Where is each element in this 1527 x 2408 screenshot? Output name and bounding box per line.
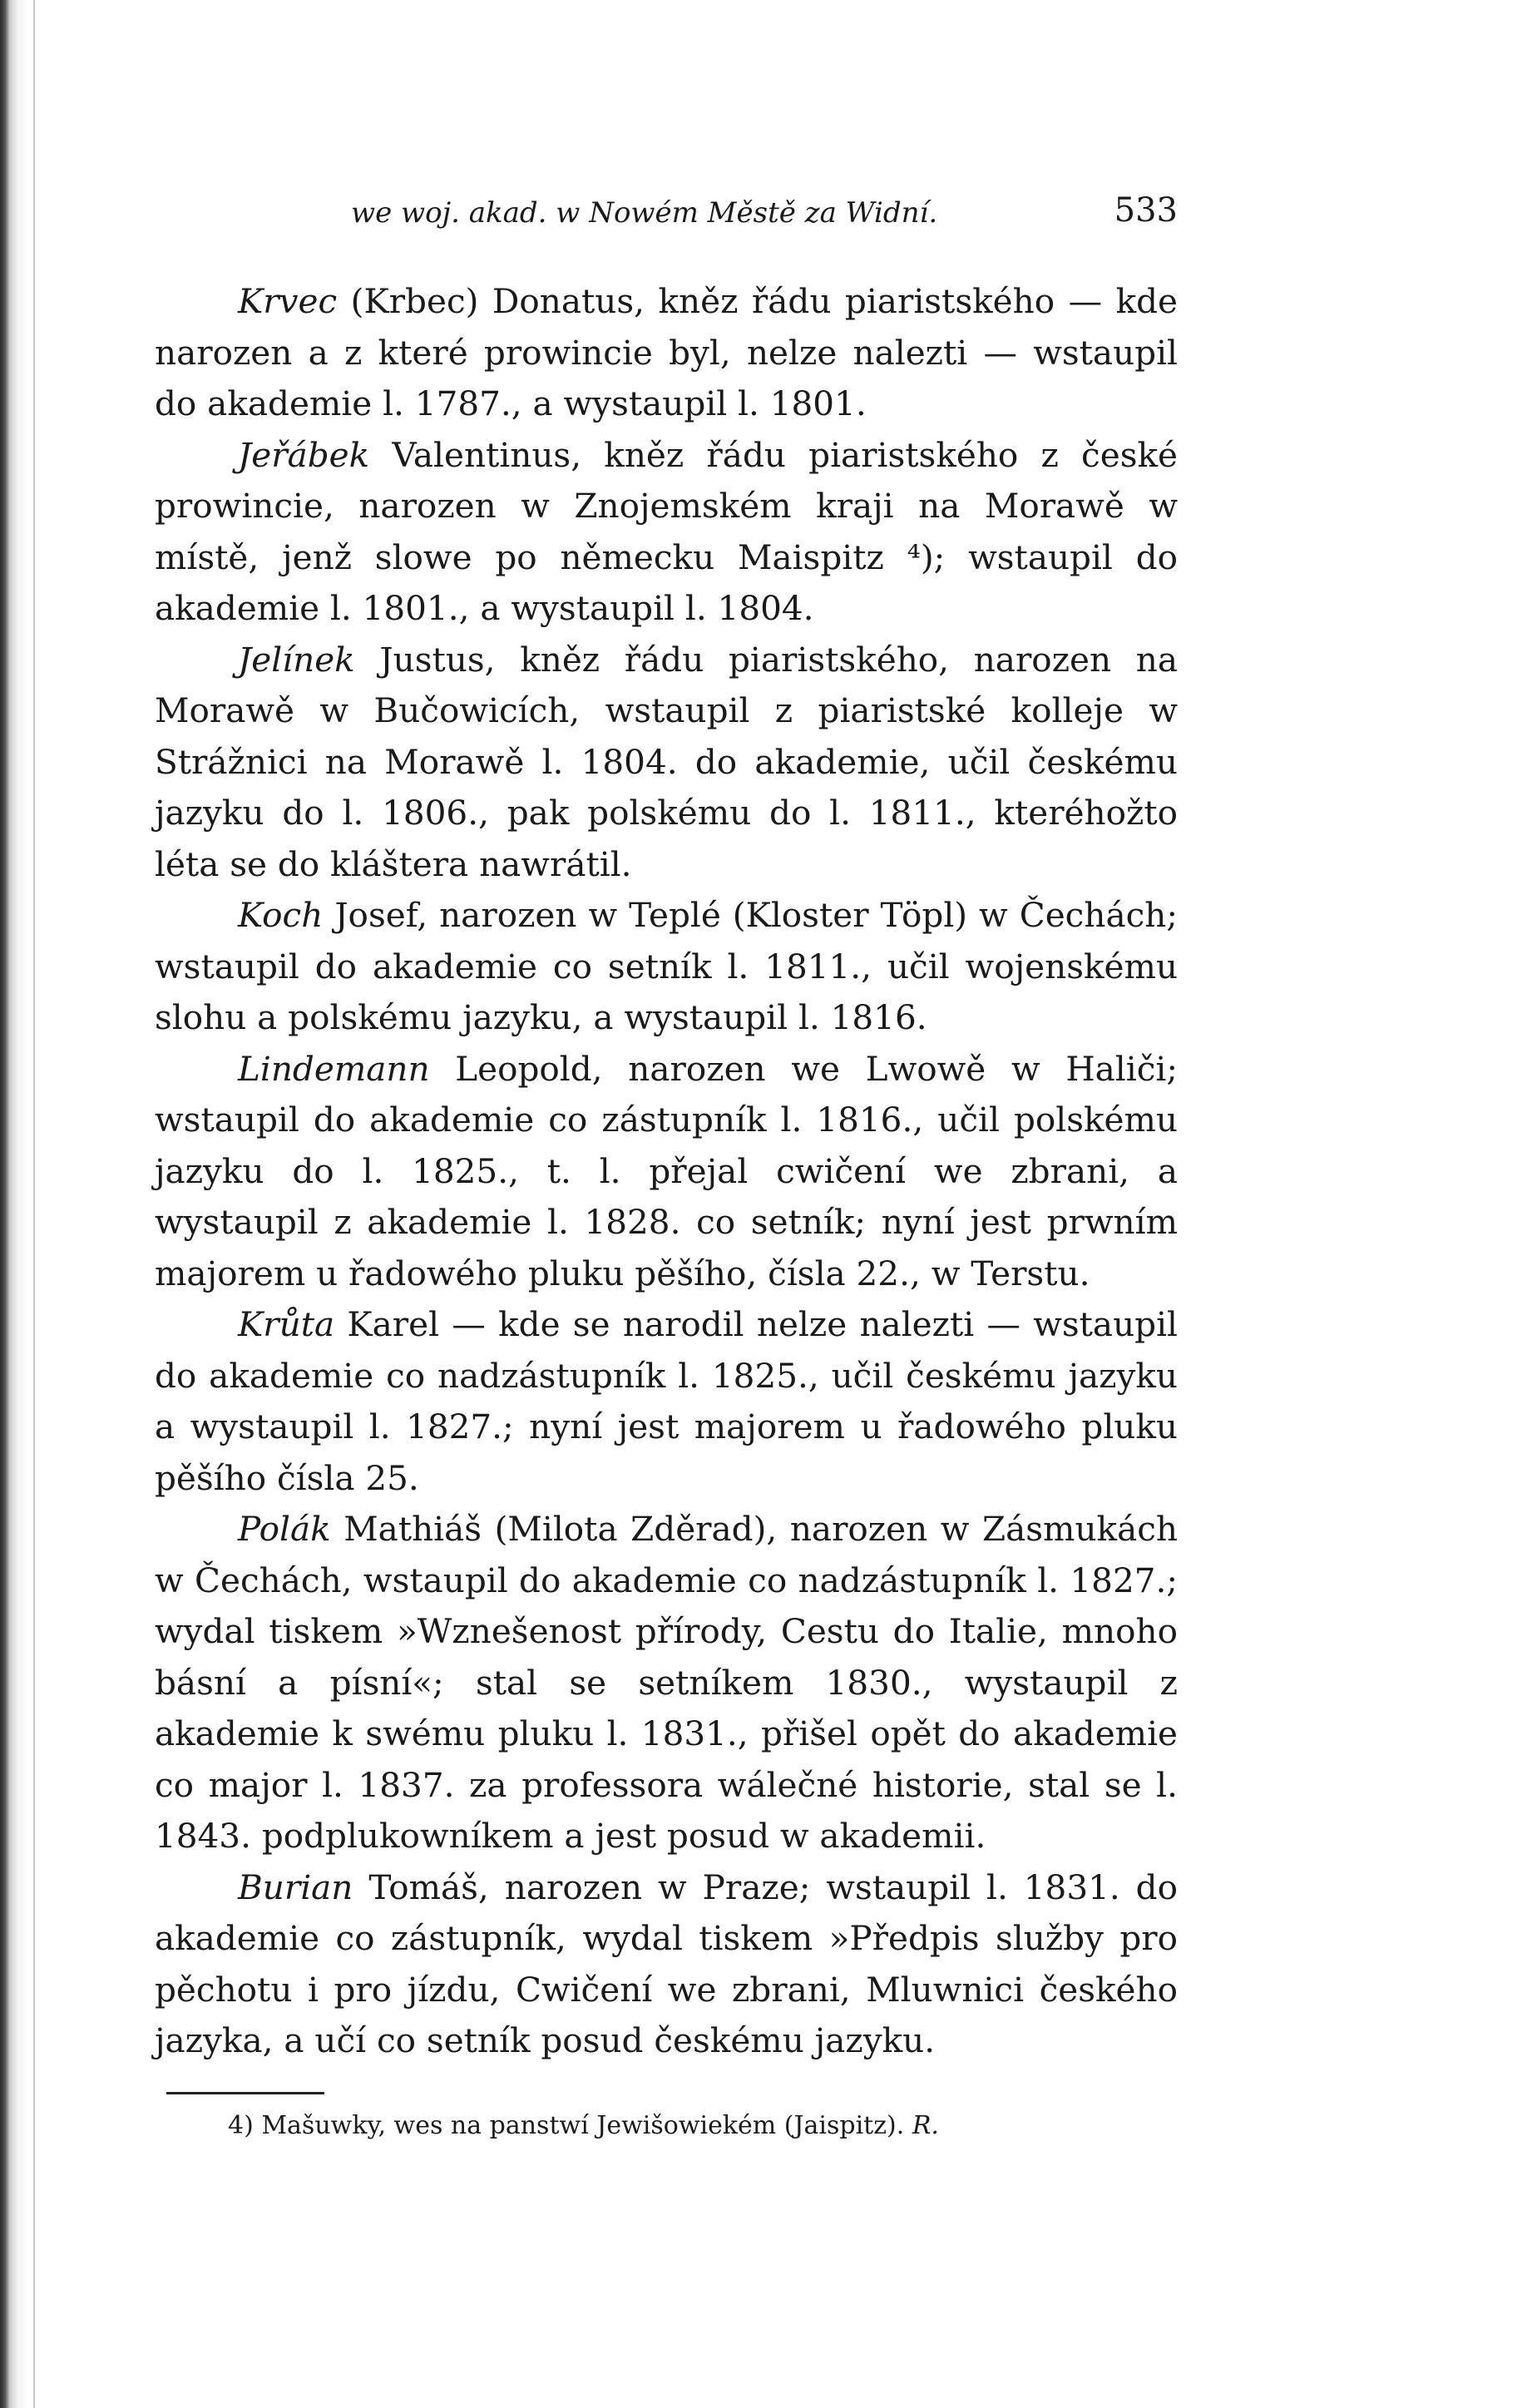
footnote-rule xyxy=(166,2092,324,2094)
scan-edge xyxy=(0,0,28,2408)
entry-name: Burian xyxy=(238,1867,353,1907)
entry xyxy=(155,635,1178,891)
entry xyxy=(155,1044,1178,1300)
entry-text: Karel — kde se narodil nelze nalezti — wstaupil do akademie co nadzástupník l. 1825., učil českému jazyku a wystaupil l. 1827.; nyní jest majorem u řadowého pluku pěšího čísla 25. xyxy=(155,1304,1178,1498)
entry-text: (Krbec) Donatus, kněz řádu piaristského — kde narozen a z které prowincie byl, nelze nalezti — wstaupil do akademie l. 1787., a wystaupil l. 1801. xyxy=(155,281,1178,423)
entry-name: Polák xyxy=(238,1509,331,1549)
entry-text: Josef, narozen w Teplé (Kloster Töpl) w Čechách; wstaupil do akademie co setník l. 1811., učil wojenskému slohu a polskému jazyku, a wystaupil l. 1816. xyxy=(155,895,1178,1037)
page-number: 533 xyxy=(1114,191,1178,230)
entry xyxy=(155,1299,1178,1504)
entry-text: Valentinus, kněz řádu piaristského z české prowincie, narozen w Znojemském kraji na Morawě w místě, jenž slowe po německu Maispitz ⁴); wstaupil do akademie l. 1801., a wystaupil l. 1804. xyxy=(155,434,1178,628)
entry-text: Tomáš, narozen w Praze; wstaupil l. 1831. do akademie co zástupník, wydal tiskem »Předpis služby pro pěchotu i pro jízdu, Cwičení we zbrani, Mluwnici českého jazyka, a učí co setník posud českému jazyku. xyxy=(155,1867,1178,2060)
entry-text: Leopold, narozen we Lwowě w Haliči; wstaupil do akademie co zástupník l. 1816., učil polskému jazyku do l. 1825., t. l. přejal cwičení we zbrani, a wystaupil z akademie l. 1828. co setník; nyní jest prwním majorem u řadowého pluku pěšího, čísla 22., w Terstu. xyxy=(155,1048,1178,1293)
entry xyxy=(155,890,1178,1044)
entry-name: Lindemann xyxy=(238,1048,430,1089)
entry-text: Justus, kněz řádu piaristského, narozen na Morawě w Bučowicích, wstaupil z piaristské kolleje w Strážnici na Morawě l. 1804. do akademie, učil českému jazyku do l. 1806., pak polskému do l. 1811., kteréhožto léta se do kláštera nawrátil. xyxy=(155,639,1178,884)
entry-name: Jeřábek xyxy=(238,434,370,475)
entry-name: Jelínek xyxy=(238,639,355,680)
footnote-text: 4) Mašuwky, wes na panstwí Jewišowiekém (Jaispitz). xyxy=(228,2110,912,2140)
entry-name: Krvec xyxy=(238,281,338,321)
scan-line xyxy=(33,0,35,2408)
running-head xyxy=(155,191,1178,241)
entry xyxy=(155,1862,1178,2067)
entry xyxy=(155,276,1178,430)
entry-name: Krůta xyxy=(238,1304,335,1344)
running-title: we woj. akad. w Nowém Městě za Widní. xyxy=(351,196,938,230)
footnote xyxy=(228,2111,1178,2140)
page xyxy=(155,191,1178,2140)
entry xyxy=(155,1504,1178,1862)
footnote-signature: R. xyxy=(912,2110,939,2140)
entry xyxy=(155,430,1178,635)
entry-text: Mathiáš (Milota Zděrad), narozen w Zásmukách w Čechách, wstaupil do akademie co nadzástupník l. 1827.; wydal tiskem »Wznešenost přírody, Cestu do Italie, mnoho básní a písní«; stal se setníkem 1830., wystaupil z akademie k swému pluku l. 1831., přišel opět do akademie co major l. 1837. za professora wálečné historie, stal se l. 1843. podplukowníkem a jest posud w akademii. xyxy=(155,1509,1178,1856)
entries xyxy=(155,276,1178,2067)
entry-name: Koch xyxy=(238,895,324,935)
